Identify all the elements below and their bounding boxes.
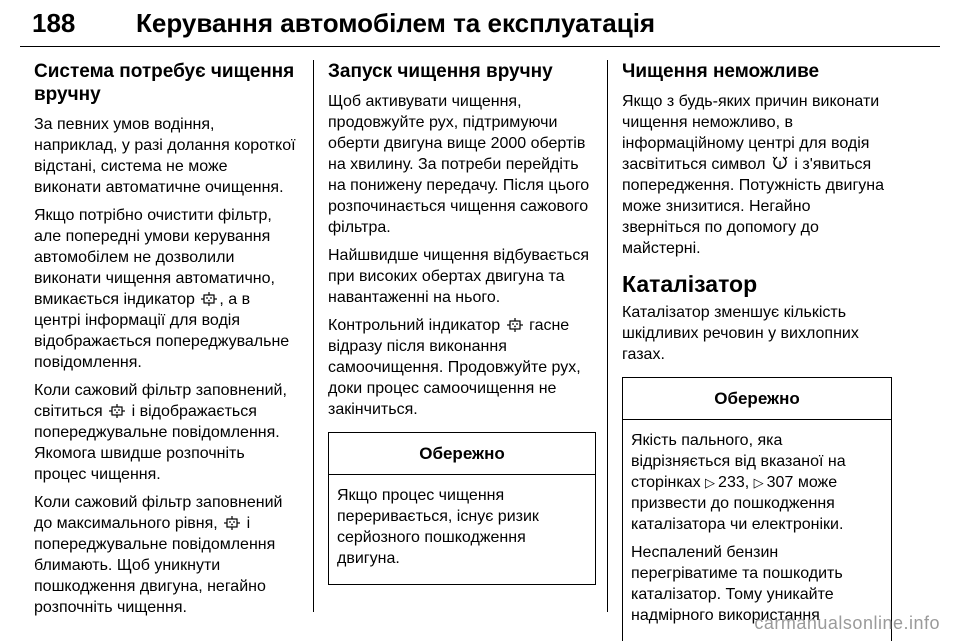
diesel-filter-icon (224, 516, 240, 530)
paragraph: Щоб активувати чищення, продовжуйте рух, підтримуючи оберти двигуна вище 2000 обертів на хвилину. За потреби перейдіть на понижену передачу. Після цього розпочинається чищення сажового фільтра. (328, 93, 590, 236)
page-header (20, 6, 940, 47)
engine-service-icon (772, 156, 788, 171)
section-heading: Каталізатор (622, 271, 758, 297)
section-heading: Запуск чищення вручну (328, 61, 553, 82)
paragraph: Коли сажовий фільтр заповнений до максимального рівня, і попереджувальне повідомлення блимають. Щоб уникнути пошкодження двигуна, негайно розпочніть чищення. (34, 494, 283, 616)
diesel-filter-icon (201, 292, 217, 306)
column-1 (34, 60, 298, 625)
column-divider (607, 60, 608, 612)
page-number: 188 (32, 8, 76, 38)
diesel-filter-icon (507, 318, 523, 332)
page-ref-arrow-icon: ▷ (705, 475, 716, 490)
paragraph: Каталізатор зменшує кількість шкідливих речовин у вихлопних газах. (622, 304, 859, 363)
paragraph: За певних умов водіння, наприклад, у разі долання короткої відстані, система не може виконати автоматичне очищення. (34, 116, 296, 196)
warning-text: Якщо процес чищення переривається, існує ризик серйозного пошкодження двигуна. (337, 487, 539, 567)
warning-title: Обережно (623, 378, 891, 420)
column-3 (622, 60, 892, 641)
paragraph: Якщо з будь-яких причин виконати чищення неможливо, в інформаційному центрі для водія засвітиться символ і з'явиться попередження. Потужність двигуна може знизитися. Негайно зверніться по допомогу до майстерні. (622, 93, 885, 257)
section-heading: Система потребує чищення вручну (34, 61, 295, 105)
warning-text: Якість пального, яка відрізняється від вказаної на сторінках ▷ 233, ▷ 307 може призвести до пошкодження каталізатора чи електроніки. (631, 432, 846, 533)
warning-title: Обережно (329, 433, 595, 475)
paragraph: Найшвидше чищення відбувається при високих обертах двигуна та навантаженні на нього. (328, 247, 590, 306)
warning-box (328, 432, 596, 585)
paragraph: Контрольний індикатор гасне відразу після виконання самоочищення. Продовжуйте рух, доки процес самоочищення не закінчиться. (328, 317, 581, 418)
warning-text: Неспалений бензин перегріватиме та пошкодить каталізатор. Тому уникайте надмірного використання (631, 544, 843, 624)
warning-body (623, 420, 891, 641)
page-ref[interactable]: 233 (718, 474, 745, 491)
page-ref-arrow-icon: ▷ (753, 475, 764, 490)
column-divider (313, 60, 314, 612)
paragraph: Якщо потрібно очистити фільтр, але попередні умови керування автомобілем не дозволили виконати чищення автоматично, вмикається індикатор , а в центрі інформації для водія відображається попереджувальне повідомлення. (34, 207, 290, 371)
diesel-filter-icon (109, 404, 125, 418)
running-title: Керування автомобілем та експлуатація (136, 8, 656, 38)
warning-box (622, 377, 892, 641)
paragraph: Коли сажовий фільтр заповнений, світиться і відображається попереджувальне повідомлення. Якомога швидше розпочніть процес чищення. (34, 382, 287, 483)
column-2 (328, 60, 596, 585)
page-ref[interactable]: 307 (766, 474, 794, 491)
watermark: carmanualsonline.info (754, 613, 940, 633)
warning-body (329, 475, 595, 584)
section-heading: Чищення неможливе (622, 61, 820, 82)
